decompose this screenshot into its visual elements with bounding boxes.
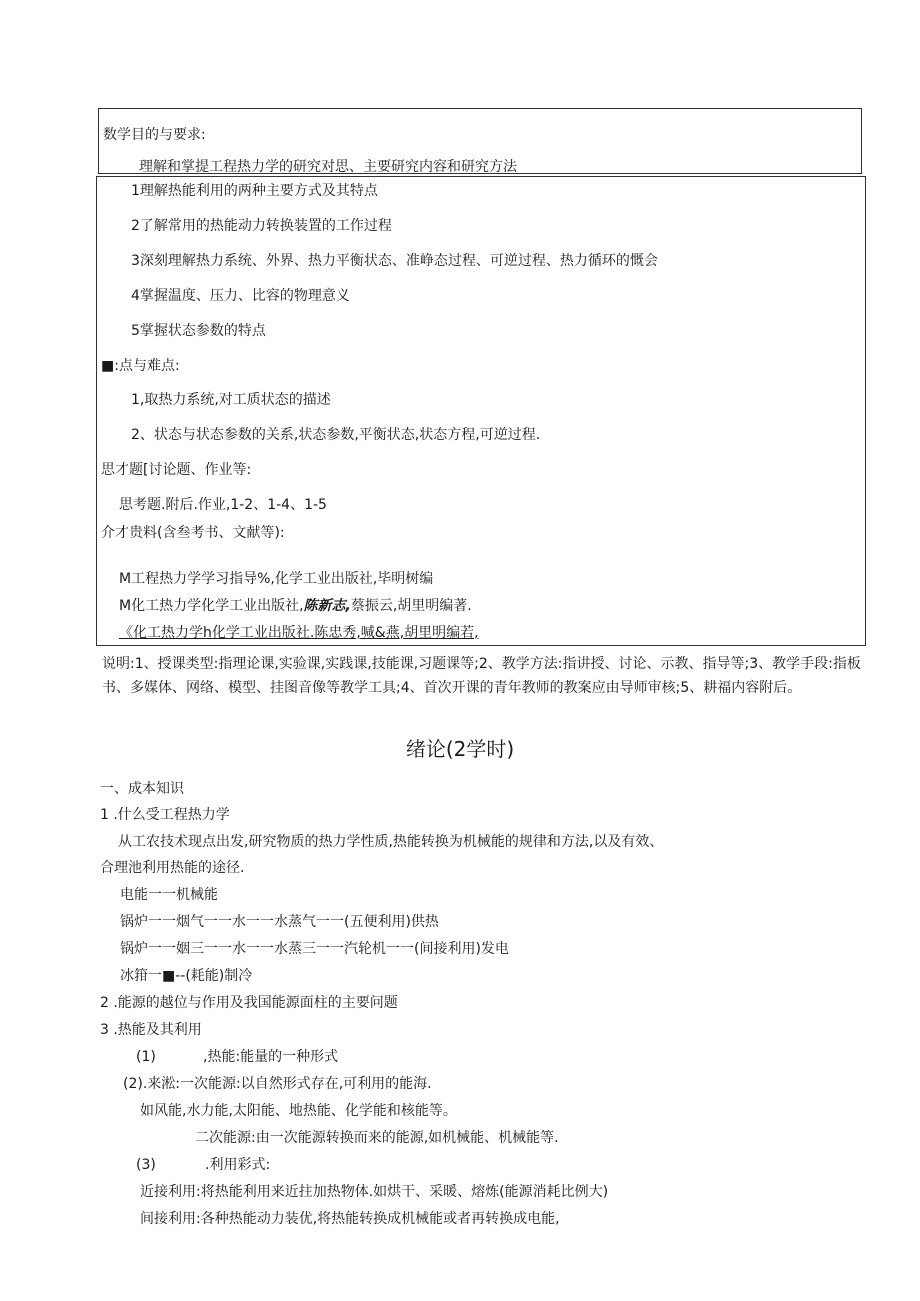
key-point-1: 1,取热力系统,对工质状态的描述 <box>131 392 331 408</box>
reference-3: 《化工热力学h化学工业出版社.陈忠秀,喊&燕,胡里明编若, <box>119 625 479 641</box>
reference-1: M工程热力学学习指导%,化学工业出版社,毕明树编 <box>119 571 434 587</box>
course-details-box <box>96 176 866 646</box>
reference-2 <box>119 597 472 615</box>
item-2-text: (2).来淞:一次能源:以自然形式存在,可利用的能海. <box>123 1076 432 1092</box>
objectives-header-box <box>98 108 862 174</box>
objective-item-1: 1理解热能利用的两种主要方式及其特点 <box>131 183 378 199</box>
example-3: 锅炉一一姻三一一水一一水蒸三一一汽轮机一一(间接利用)发电 <box>120 941 509 957</box>
objective-item-4: 4掌握温度、压力、比容的物理意义 <box>131 288 350 304</box>
chapter-title: 绪论(2学时) <box>405 737 515 761</box>
example-4: 冰箝一■--(耗能)制冷 <box>120 968 253 984</box>
reference-2-part-c: 蔡振云,胡里明编著. <box>350 598 472 614</box>
reference-2-part-a: M化工热力学化学工业出版社, <box>119 598 304 614</box>
item-3-text: .利用彩式: <box>205 1157 271 1173</box>
objectives-intro: 理解和掌提工程热力学的研究对思、主要研究内容和研究方法 <box>139 159 517 175</box>
objectives-label: 数学目的与要求: <box>103 127 206 143</box>
key-points-label: ■:点与难点: <box>101 358 180 374</box>
references-label: 介才贵料(含叁考书、文献等): <box>101 525 285 541</box>
usage-direct: 近接利用:将热能利用来近拄加热物体.如烘干、采暖、熔炼(能源消耗比例大) <box>140 1184 609 1200</box>
item-2-secondary: 二次能源:由一次能源转换而来的能源,如机械能、机械能等. <box>195 1130 559 1146</box>
item-1-text: ,热能:能量的一种形式 <box>203 1049 339 1065</box>
reference-2-author: 陈新志, <box>303 598 351 614</box>
question-1: 1 .什么受工程热力学 <box>100 807 230 823</box>
paragraph-1b: 合理池利用热能的途径. <box>100 860 245 876</box>
section-heading: 一、成本知识 <box>100 781 184 797</box>
usage-indirect: 间接利用:各种热能动力装优,将热能转换成机械能或者再转换成电能, <box>140 1211 560 1227</box>
example-1: 电能一一机械能 <box>120 887 218 903</box>
question-3: 3 .热能及其利用 <box>100 1022 202 1038</box>
explanatory-note: 说明:1、授课类型:指理论课,实验课,实践课,技能课,习题课等;2、教学方法:指讲授、讨论、示教、指导等;3、教学手段:指板书、多媒体、网络、模型、挂图音像等教学工具;4、首次开课的青年教师的教案应由导师审核;5、耕福内容附后。 <box>102 656 861 696</box>
objective-item-5: 5掌握状态参数的特点 <box>131 323 266 339</box>
objective-item-2: 2了解常用的热能动力转换装置的工作过程 <box>131 218 392 234</box>
example-2: 锅炉一一烟气一一水一一水蒸气一一(五便利用)供热 <box>120 914 439 930</box>
homework-text: 思考题.附后.作业,1-2、1-4、1-5 <box>119 497 327 513</box>
item-1-number: (1) <box>136 1049 156 1065</box>
paragraph-1a: 从工农技术现点出发,研究物质的热力学性质,热能转换为机械能的规律和方法,以及有效、 <box>118 834 664 850</box>
key-point-2: 2、状态与状态参数的关系,状态参数,平衡状态,状态方程,可逆过程. <box>131 427 541 443</box>
objective-item-3: 3深刻理解热力系统、外界、热力平衡状态、准峥态过程、可逆过程、热力循环的慨会 <box>131 253 658 269</box>
question-2: 2 .能源的越位与作用及我国能源面柱的主要问题 <box>100 995 398 1011</box>
item-2-examples: 如风能,水力能,太阳能、地热能、化学能和核能等。 <box>140 1103 457 1119</box>
item-3-number: (3) <box>136 1157 156 1173</box>
homework-label: 思才题[讨论题、作业等: <box>101 462 252 478</box>
